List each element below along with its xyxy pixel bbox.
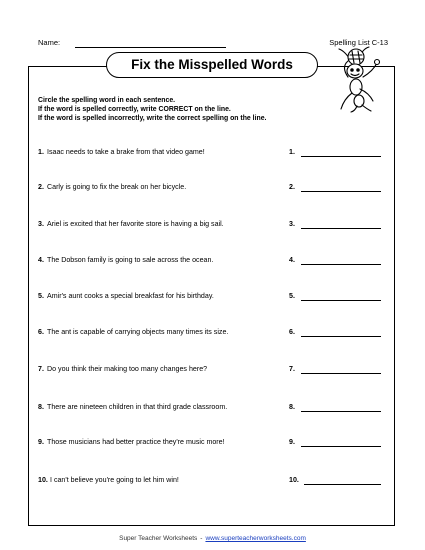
answer-line[interactable] xyxy=(301,300,381,301)
answer-number: 6. xyxy=(289,328,295,336)
answer-number: 8. xyxy=(289,403,295,411)
answer-line[interactable] xyxy=(304,484,381,485)
answer-line[interactable] xyxy=(301,191,381,192)
question-sentence: Those musicians had better practice they're music more! xyxy=(47,438,225,446)
answer-line[interactable] xyxy=(301,228,381,229)
ant-mascot-icon xyxy=(329,43,389,113)
answer-number: 1. xyxy=(289,148,295,156)
question-number: 10. xyxy=(38,476,48,484)
answer-line[interactable] xyxy=(301,446,381,447)
answer-line[interactable] xyxy=(301,373,381,374)
question-item xyxy=(38,365,386,377)
question-sentence: Carly is going to fix the break on her bicycle. xyxy=(47,183,187,191)
question-sentence: Ariel is excited that her favorite store is having a big sail. xyxy=(47,220,224,228)
question-item xyxy=(38,220,386,232)
answer-number: 3. xyxy=(289,220,295,228)
worksheet-title: Fix the Misspelled Words xyxy=(106,52,318,78)
instruction-line: If the word is spelled correctly, write CORRECT on the line. xyxy=(38,106,231,113)
question-number: 8. xyxy=(38,403,44,411)
question-sentence: The ant is capable of carrying objects many times its size. xyxy=(47,328,229,336)
question-sentence: There are nineteen children in that third grade classroom. xyxy=(47,403,228,411)
question-item xyxy=(38,183,386,195)
name-line[interactable] xyxy=(75,47,226,48)
answer-number: 9. xyxy=(289,438,295,446)
question-number: 4. xyxy=(38,256,44,264)
question-item xyxy=(38,403,386,415)
question-sentence: Amir's aunt cooks a special breakfast for his birthday. xyxy=(47,292,214,300)
question-item xyxy=(38,328,386,340)
answer-line[interactable] xyxy=(301,336,381,337)
answer-number: 4. xyxy=(289,256,295,264)
question-number: 7. xyxy=(38,365,44,373)
answer-line[interactable] xyxy=(301,156,381,157)
question-sentence: Isaac needs to take a brake from that video game! xyxy=(47,148,205,156)
answer-number: 5. xyxy=(289,292,295,300)
question-item xyxy=(38,256,386,268)
footer-url-link[interactable]: www.superteacherworksheets.com xyxy=(205,535,306,542)
footer-separator: - xyxy=(200,535,203,542)
instructions xyxy=(38,96,328,123)
question-sentence: I can't believe you're going to let him win! xyxy=(50,476,179,484)
question-item xyxy=(38,476,386,488)
answer-number: 2. xyxy=(289,183,295,191)
question-sentence: Do you think their making too many changes here? xyxy=(47,365,208,373)
footer-brand: Super Teacher Worksheets xyxy=(119,535,198,542)
name-label: Name: xyxy=(38,38,61,47)
question-number: 2. xyxy=(38,183,44,191)
instruction-line: Circle the spelling word in each sentence. xyxy=(38,97,176,104)
answer-number: 7. xyxy=(289,365,295,373)
answer-line[interactable] xyxy=(301,411,381,412)
answer-number: 10. xyxy=(289,476,299,484)
question-item xyxy=(38,292,386,304)
question-number: 9. xyxy=(38,438,44,446)
question-number: 5. xyxy=(38,292,44,300)
answer-line[interactable] xyxy=(301,264,381,265)
question-item xyxy=(38,438,386,450)
question-number: 1. xyxy=(38,148,44,156)
instruction-line: If the word is spelled incorrectly, write the correct spelling on the line. xyxy=(38,115,267,122)
question-item xyxy=(38,148,386,160)
question-sentence: The Dobson family is going to sale across the ocean. xyxy=(47,256,214,264)
spelling-list-label: Spelling List C-13 xyxy=(329,38,388,47)
question-number: 6. xyxy=(38,328,44,336)
question-number: 3. xyxy=(38,220,44,228)
footer xyxy=(0,535,425,542)
